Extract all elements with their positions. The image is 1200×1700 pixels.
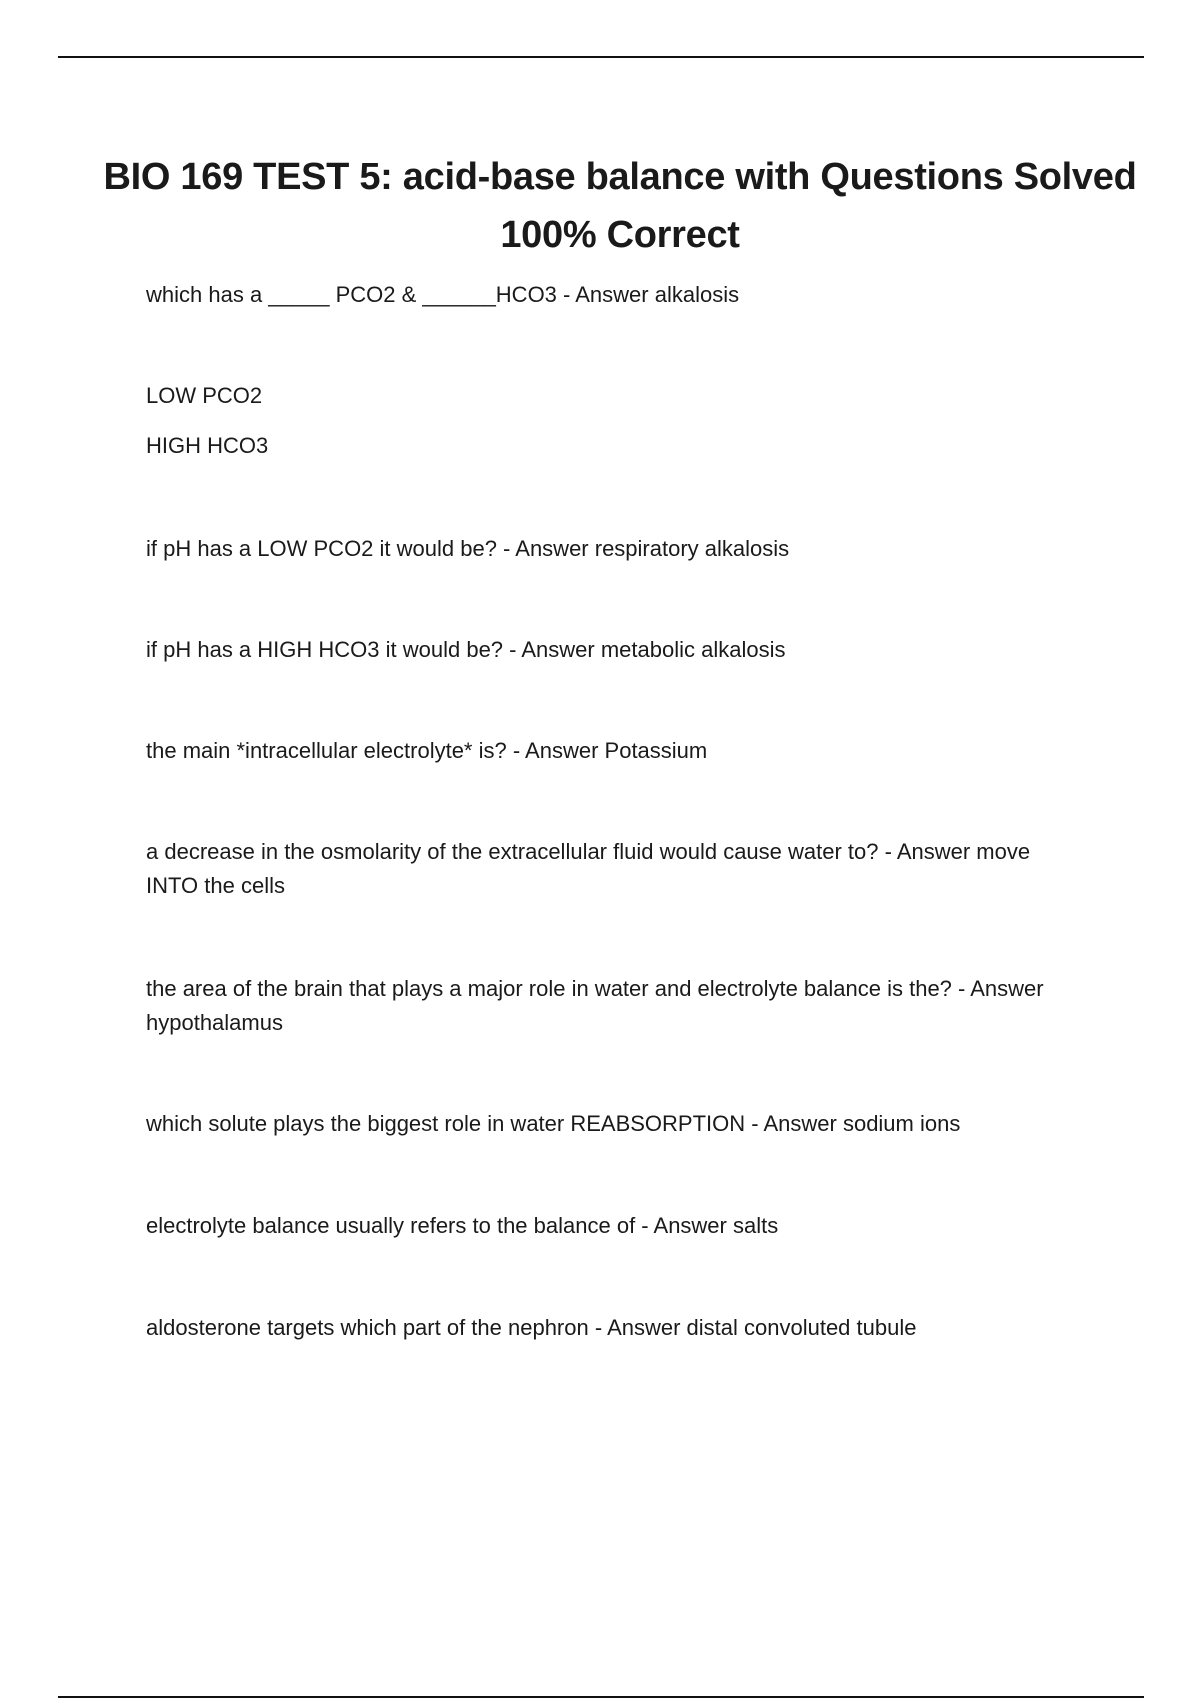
qa-paragraph: LOW PCO2 [146, 383, 263, 408]
document-title: BIO 169 TEST 5: acid-base balance with Questions Solved 100% Correct [103, 156, 1137, 256]
qa-paragraph: HIGH HCO3 [146, 433, 269, 458]
qa-paragraph: electrolyte balance usually refers to the balance of - Answer salts [146, 1213, 779, 1238]
qa-paragraph: aldosterone targets which part of the nephron - Answer distal convoluted tubule [146, 1315, 917, 1340]
qa-paragraph: which solute plays the biggest role in water REABSORPTION - Answer sodium ions [146, 1111, 961, 1136]
bottom-rule [58, 1696, 1144, 1698]
qa-paragraph: if pH has a LOW PCO2 it would be? - Answer respiratory alkalosis [146, 536, 790, 561]
qa-paragraph: a decrease in the osmolarity of the extracellular fluid would cause water to? - Answer move INTO the cells [146, 839, 1031, 898]
qa-paragraph: which has a _____ PCO2 & ______HCO3 - Answer alkalosis [146, 282, 740, 307]
qa-paragraph: the main *intracellular electrolyte* is? - Answer Potassium [146, 738, 708, 763]
qa-paragraph: if pH has a HIGH HCO3 it would be? - Answer metabolic alkalosis [146, 637, 786, 662]
qa-paragraph: the area of the brain that plays a major role in water and electrolyte balance is the? - Answer hypothalamus [146, 976, 1044, 1035]
top-rule [58, 56, 1144, 58]
